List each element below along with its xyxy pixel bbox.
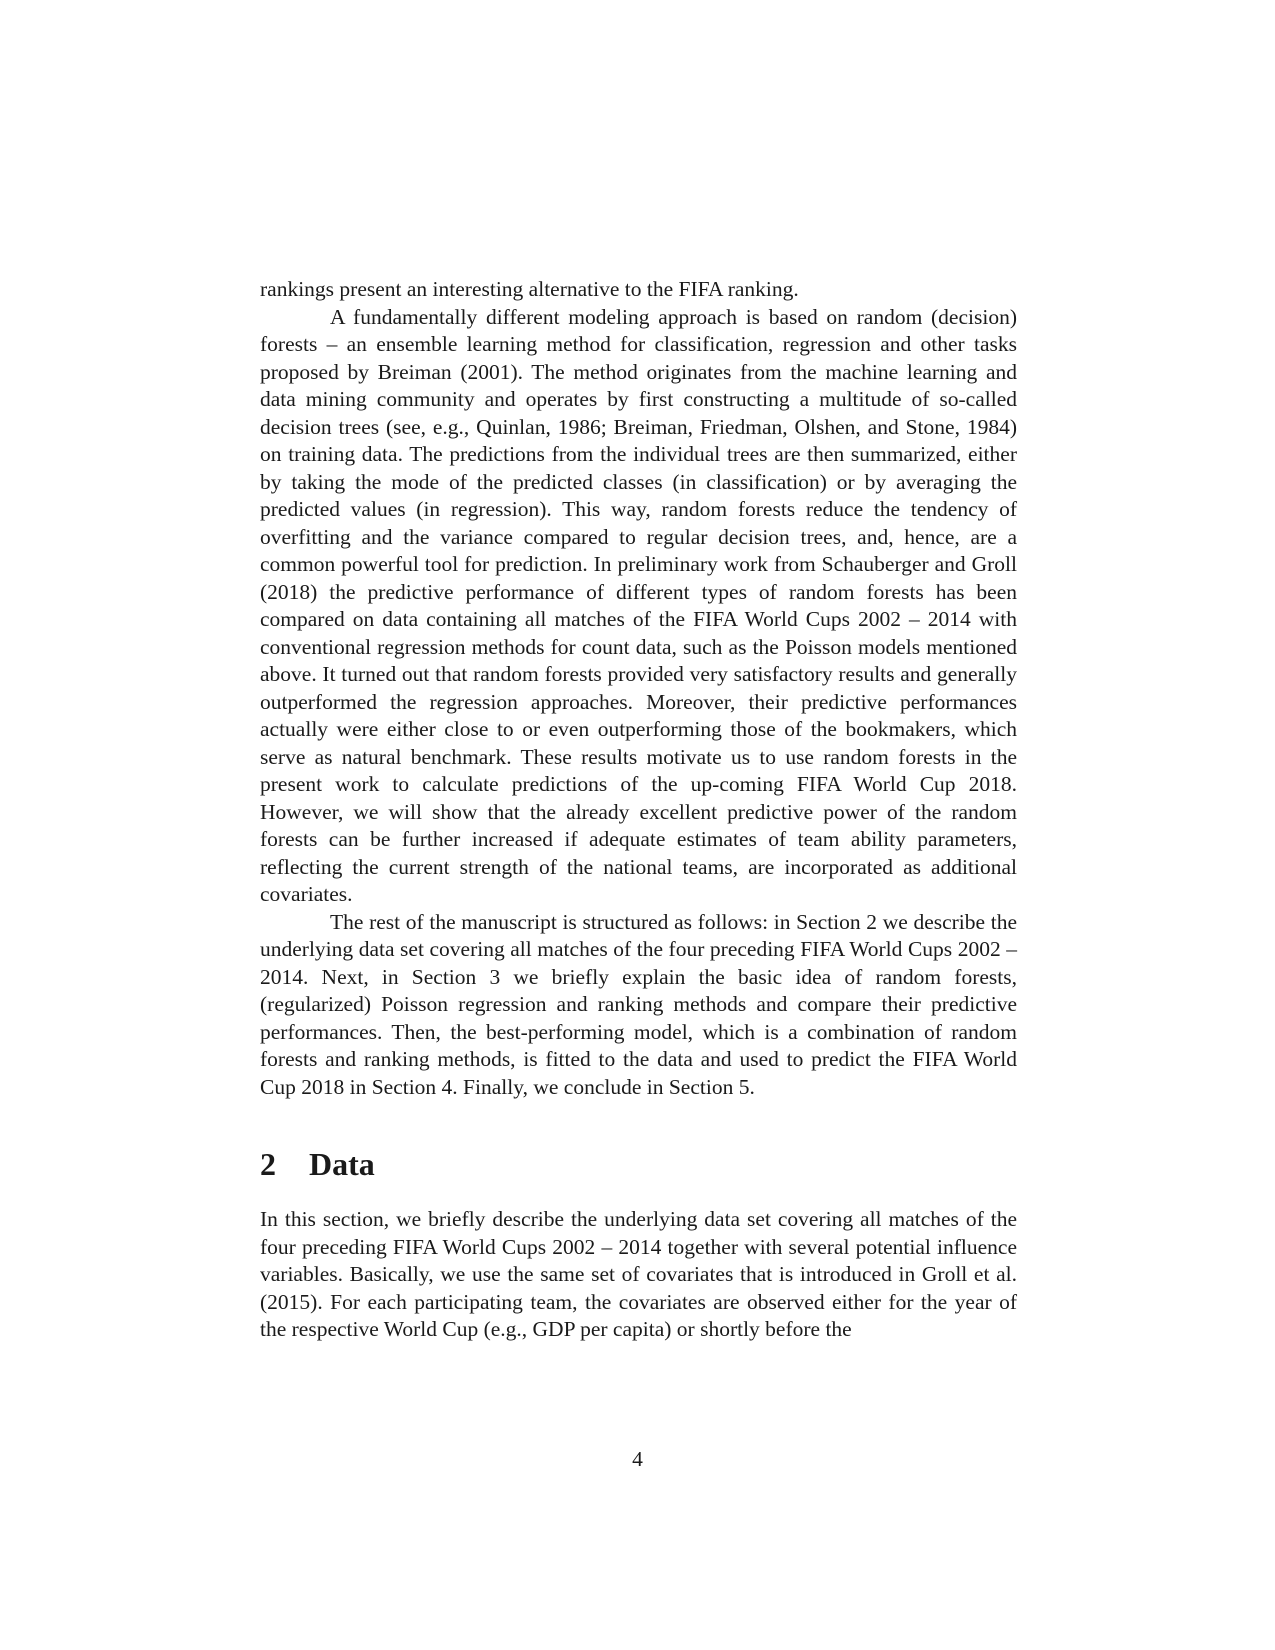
paragraph-random-forests: A fundamentally different modeling approach is based on random (decision) forests – an ensemble learning method for classification, regression and other tasks proposed by Breiman (2001). The method originates from the machine learning and data mining community and operates by first constructing a multitude of so-called decision trees (see, e.g., Quinlan, 1986; Breiman, Friedman, Olshen, and Stone, 1984) on training data. The predictions from the individual trees are then summarized, either by taking the mode of the predicted classes (in classification) or by averaging the predicted values (in regression). This way, random forests reduce the tendency of overfitting and the variance compared to regular decision trees, and, hence, are a common powerful tool for prediction. In preliminary work from Schauberger and Groll (2018) the predictive performance of different types of random forests has been compared on data containing all matches of the FIFA World Cups 2002 – 2014 with conventional regression methods for count data, such as the Poisson models mentioned above. It turned out that random forests provided very satisfactory results and generally outperformed the regression approaches. Moreover, their predictive performances actually were either close to or even outperforming those of the bookmakers, which serve as natural benchmark. These results motivate us to use random forests in the present work to calculate predictions of the up-coming FIFA World Cup 2018. However, we will show that the already excellent predictive power of the random forests can be further increased if adequate estimates of team ability parameters, reflecting the current strength of the national teams, are incorporated as additional covariates. — [260, 304, 1017, 906]
paragraph-continuation: rankings present an interesting alternative to the FIFA ranking. — [260, 277, 799, 301]
intro-text-block — [260, 276, 1017, 1101]
page-number: 4 — [632, 1447, 643, 1471]
section-title: Data — [309, 1146, 375, 1182]
section-number: 2 — [260, 1146, 276, 1182]
data-section-text-block — [260, 1206, 1017, 1344]
section-heading — [260, 1144, 375, 1184]
paragraph-data-description: In this section, we briefly describe the underlying data set covering all matches of the four preceding FIFA World Cups 2002 – 2014 together with several potential influence variables. Basically, we use the same set of covariates that is introduced in Groll et al. (2015). For each participating team, the covariates are observed either for the year of the respective World Cup (e.g., GDP per capita) or shortly before the — [260, 1207, 1017, 1341]
paragraph-manuscript-structure: The rest of the manuscript is structured as follows: in Section 2 we describe the underlying data set covering all matches of the four preceding FIFA World Cups 2002 – 2014. Next, in Section 3 we briefly explain the basic idea of random forests, (regularized) Poisson regression and ranking methods and compare their predictive performances. Then, the best-performing model, which is a combination of random forests and ranking methods, is fitted to the data and used to predict the FIFA World Cup 2018 in Section 4. Finally, we conclude in Section 5. — [260, 909, 1017, 1099]
